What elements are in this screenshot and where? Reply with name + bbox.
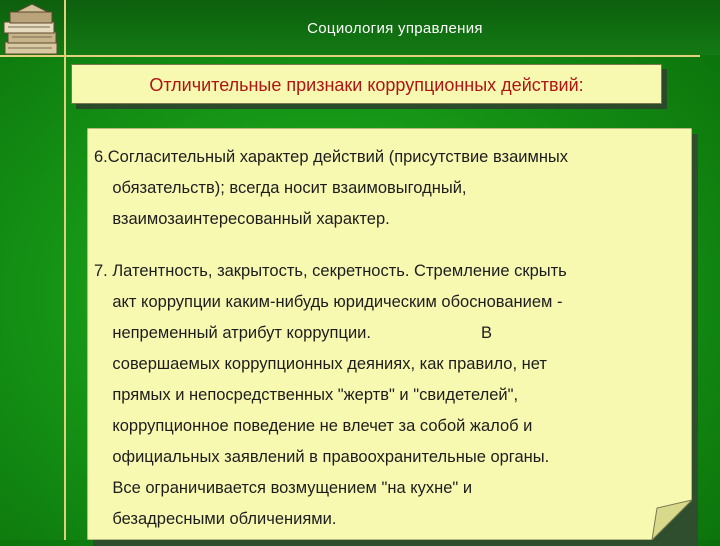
item7-line: коррупционное поведение не влечет за собой жалоб и: [94, 417, 533, 435]
item7-line: совершаемых коррупционных деяниях, как правило, нет: [94, 355, 547, 373]
item7-line: официальных заявлений в правоохранительные органы.: [94, 448, 550, 466]
item6-line: взаимозаинтересованный характер.: [94, 210, 390, 228]
item7-line: 7. Латентность, закрытость, секретность. Стремление скрыть: [94, 262, 567, 280]
slide-title: Отличительные признаки коррупционных действий:: [149, 75, 584, 95]
content-text: [94, 142, 684, 535]
item7-line: акт коррупции каким-нибудь юридическим обоснованием -: [94, 293, 563, 311]
item7-line: непременный атрибут коррупции. В: [94, 324, 492, 342]
item7-line: безадресными обличениями.: [94, 510, 337, 528]
item6-line: обязательств); всегда носит взаимовыгодный,: [94, 179, 467, 197]
horizontal-divider: [0, 55, 700, 57]
slide-title-box: [71, 64, 662, 104]
item7-line: прямых и непосредственных "жертв" и "свидетелей",: [94, 386, 519, 404]
page-header-title: Социология управления: [307, 20, 483, 37]
item6-line: 6.Согласительный характер действий (присутствие взаимных: [94, 148, 569, 166]
item7-line: Все ограничивается возмущением "на кухне" и: [94, 479, 473, 497]
vertical-divider: [64, 0, 66, 540]
